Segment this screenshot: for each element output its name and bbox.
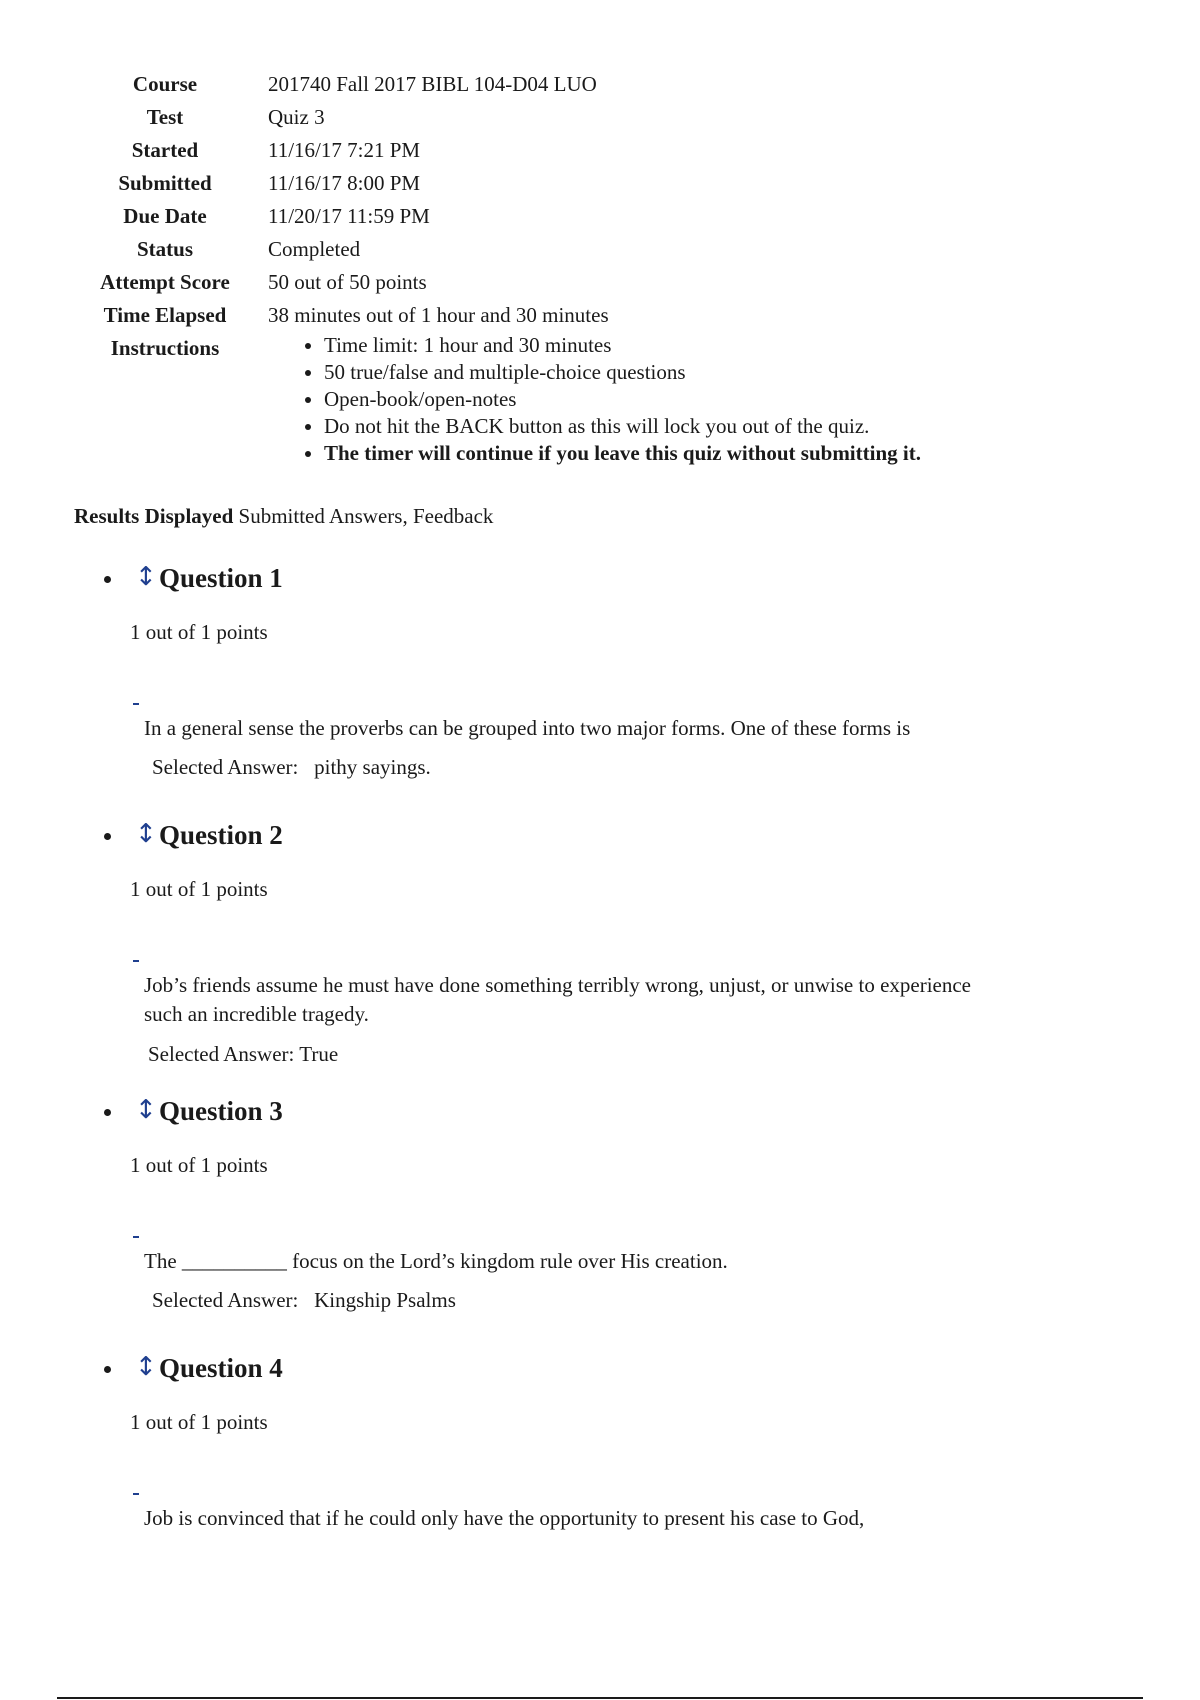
question-title: Question 2 (159, 820, 283, 850)
results-displayed (74, 504, 493, 529)
question-title: Question 4 (159, 1353, 283, 1383)
instructions-list (268, 332, 921, 467)
question-header (100, 1350, 1100, 1390)
summary-row (70, 101, 921, 134)
question-item (100, 560, 1100, 779)
summary-row (70, 200, 921, 233)
instruction-item: • 50 true/false and multiple-choice questions (324, 359, 921, 386)
instruction-item: • Do not hit the BACK button as this will lock you out of the quiz. (324, 413, 921, 440)
instructions-label: Instructions (110, 336, 220, 360)
summary-row (70, 299, 921, 332)
question-points: 1 out of 1 points (130, 1410, 268, 1434)
bullet-icon (104, 833, 111, 840)
question-text: In a general sense the proverbs can be grouped into two major forms. One of these forms is (144, 716, 911, 740)
results-value: Submitted Answers, Feedback (238, 504, 494, 528)
summary-value: Completed (268, 237, 361, 261)
question-item (100, 1350, 1100, 1530)
question-item (100, 1093, 1100, 1312)
summary-row (70, 266, 921, 299)
summary-value: 11/16/17 8:00 PM (268, 171, 421, 195)
summary-row (70, 134, 921, 167)
question-text: The __________ focus on the Lord’s kingdom rule over His creation. (144, 1249, 728, 1273)
summary-label: Test (146, 105, 184, 129)
reorder-arrows-icon[interactable]: ↕ (135, 1352, 157, 1382)
test-summary-table (70, 68, 921, 467)
bullet-icon (104, 576, 111, 583)
summary-row (70, 233, 921, 266)
summary-value: 11/20/17 11:59 PM (268, 204, 430, 228)
summary-row (70, 167, 921, 200)
summary-value: Quiz 3 (268, 105, 325, 129)
question-points: 1 out of 1 points (130, 620, 268, 644)
question-item (100, 817, 1100, 1066)
dash-icon (133, 1493, 139, 1495)
selected-answer: Selected Answer: Kingship Psalms (152, 1288, 456, 1312)
summary-label: Attempt Score (100, 270, 230, 294)
question-points: 1 out of 1 points (130, 877, 268, 901)
question-title: Question 3 (159, 1096, 283, 1126)
question-header (100, 560, 1100, 600)
summary-label: Time Elapsed (103, 303, 227, 327)
instruction-item: • Open-book/open-notes (324, 386, 921, 413)
reorder-arrows-icon[interactable]: ↕ (135, 819, 157, 849)
footer-divider (57, 1697, 1143, 1699)
dash-icon (133, 960, 139, 962)
instruction-item: • The timer will continue if you leave this quiz without submitting it. (324, 440, 921, 467)
reorder-arrows-icon[interactable]: ↕ (135, 1095, 157, 1125)
dash-icon (133, 703, 139, 705)
summary-label: Status (136, 237, 194, 261)
question-header (100, 1093, 1100, 1133)
question-title: Question 1 (159, 563, 283, 593)
summary-label: Course (132, 72, 198, 96)
instructions-cell (268, 332, 921, 467)
summary-value: 50 out of 50 points (268, 270, 427, 294)
summary-value: 201740 Fall 2017 BIBL 104-D04 LUO (268, 72, 597, 96)
reorder-arrows-icon[interactable]: ↕ (135, 562, 157, 592)
summary-label: Started (131, 138, 199, 162)
bullet-icon (104, 1366, 111, 1373)
summary-label: Due Date (123, 204, 207, 228)
summary-value: 11/16/17 7:21 PM (268, 138, 421, 162)
selected-answer: Selected Answer: True (148, 1042, 339, 1066)
selected-answer: Selected Answer: pithy sayings. (152, 755, 431, 779)
results-label: Results Displayed (74, 504, 234, 528)
question-text: Job’s friends assume he must have done something terribly wrong, unjust, or unwise to experience such an incredible tragedy. (144, 973, 971, 1026)
question-points: 1 out of 1 points (130, 1153, 268, 1177)
question-text: Job is convinced that if he could only have the opportunity to present his case to God, (144, 1506, 865, 1530)
summary-label: Submitted (118, 171, 212, 195)
summary-row (70, 68, 921, 101)
question-header (100, 817, 1100, 857)
summary-row-instructions (70, 332, 921, 467)
dash-icon (133, 1236, 139, 1238)
bullet-icon (104, 1109, 111, 1116)
instruction-item: • Time limit: 1 hour and 30 minutes (324, 332, 921, 359)
summary-value: 38 minutes out of 1 hour and 30 minutes (268, 303, 609, 327)
